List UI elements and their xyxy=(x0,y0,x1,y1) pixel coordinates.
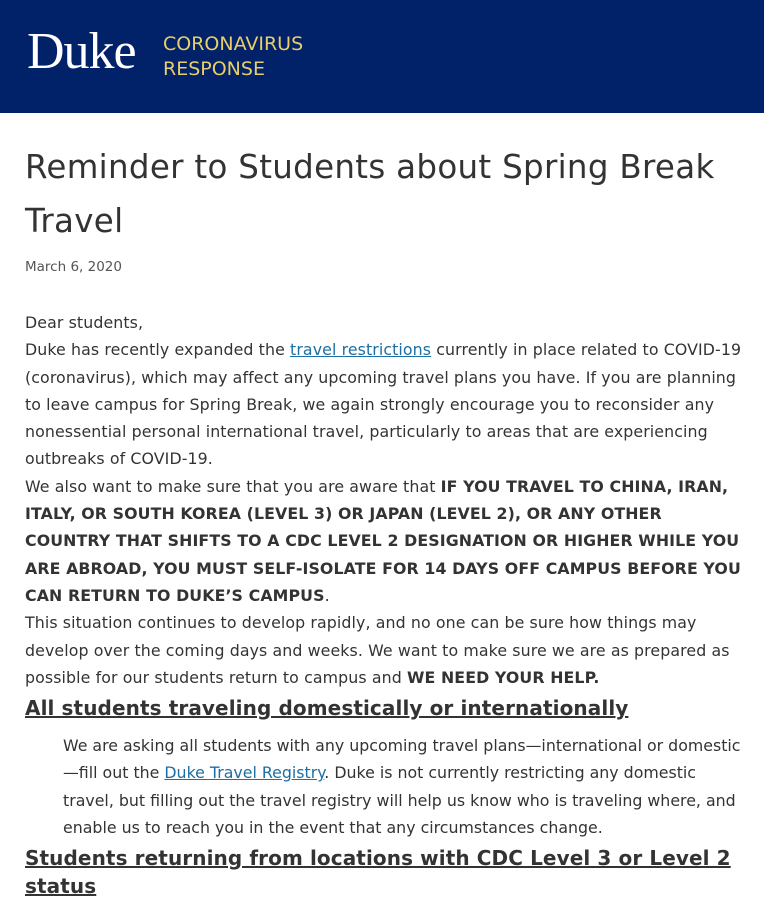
text-span: This situation continues to develop rapidly, and no one can be sure how things may develop over the coming days and weeks. We want to make sure we are as prepared as possible for our students return to campus and xyxy=(25,613,730,687)
publish-date: March 6, 2020 xyxy=(25,259,122,275)
text-span: We are asking all students with any upcoming travel plans—international or domestic—fill out the xyxy=(63,736,741,783)
text-span: . Duke is not currently restricting any domestic travel, but filling out the travel registry will help us know who is traveling where, and enable us to reach you in the event that any circumstances change. xyxy=(63,763,736,838)
text-span: Duke has recently expanded the xyxy=(25,340,291,360)
text-span: . xyxy=(324,585,330,605)
site-header xyxy=(0,0,764,113)
site-tagline[interactable]: CORONAVIRUS RESPONSE xyxy=(163,33,304,80)
paragraph-self-isolate xyxy=(25,473,750,609)
page-title: Reminder to Students about Spring Break Travel xyxy=(25,148,715,240)
text-span: currently in place related to COVID-19 (coronavirus), which may affect any upcoming travel plans you have. If you are planning to leave campus for Spring Break, we again strongly encourage you to reconsider any nonessential personal international travel, particularly to areas that are experiencing outbreaks of COVID-19. xyxy=(25,340,742,469)
self-isolate-warning: IF YOU TRAVEL TO CHINA, IRAN, ITALY, OR SOUTH KOREA (LEVEL 3) OR JAPAN (LEVEL 2), OR ANY OTHER COUNTRY THAT SHIFTS TO A CDC LEVEL 2 DESIGNATION OR HIGHER WHILE YOU ARE ABROAD, YOU MUST SELF-ISOLATE FOR 14 DAYS OFF CAMPUS BEFORE YOU CAN RETURN TO DUKE’S CAMPUS xyxy=(25,476,741,605)
text-span: We also want to make sure that you are aware that xyxy=(25,476,441,496)
need-help-text: WE NEED YOUR HELP. xyxy=(406,667,600,687)
travel-restrictions-link[interactable]: travel restrictions xyxy=(290,340,432,360)
article xyxy=(25,140,750,900)
section-heading-level3-returning: Students returning from locations with CDC Level 3 or Level 2 status xyxy=(25,846,731,899)
section-all-students-body xyxy=(63,732,748,841)
duke-logo[interactable]: Duke xyxy=(27,23,136,80)
greeting: Dear students, xyxy=(25,313,144,332)
paragraph-help xyxy=(25,609,750,691)
section-heading-all-students: All students traveling domestically or internationally xyxy=(25,696,629,721)
paragraph-restrictions xyxy=(25,336,750,472)
travel-registry-link[interactable]: Duke Travel Registry xyxy=(164,763,325,783)
article-body xyxy=(25,309,750,691)
